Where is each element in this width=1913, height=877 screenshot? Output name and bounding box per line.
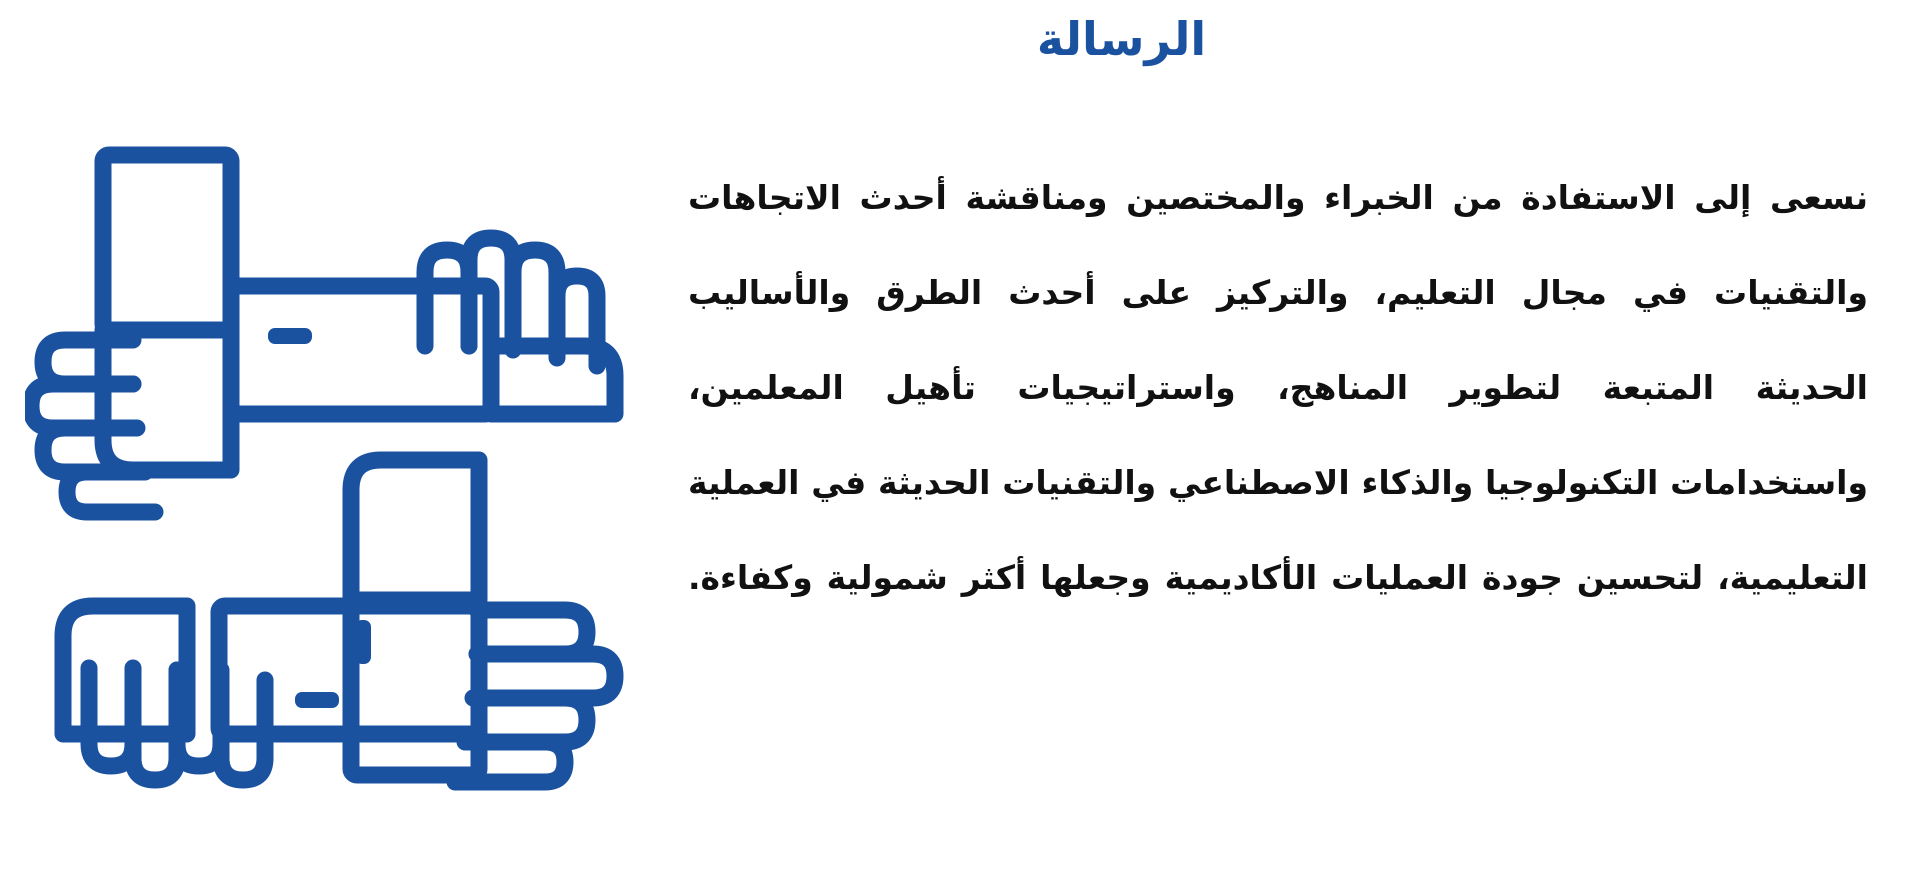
page-title-text: الرسالة bbox=[1036, 12, 1207, 66]
mission-body-text bbox=[688, 150, 1868, 625]
mission-paragraph: نسعى إلى الاستفادة من الخبراء والمختصين ومناقشة أحدث الاتجاهات والتقنيات في مجال التعليم، والتركيز على أحدث الطرق والأساليب الحديثة المتبعة لتطوير المناهج، واستراتيجيات تأهيل المعلمين، واستخدامات التكنولوجيا والذكاء الاصطناعي والتقنيات الحديثة في العملية التعليمية، لتحسين جودة العمليات الأكاديمية وجعلها أكثر شمولية وكفاءة. bbox=[688, 178, 1868, 597]
four-interlocking-hands-icon bbox=[25, 140, 685, 820]
page-title bbox=[0, 12, 1913, 66]
